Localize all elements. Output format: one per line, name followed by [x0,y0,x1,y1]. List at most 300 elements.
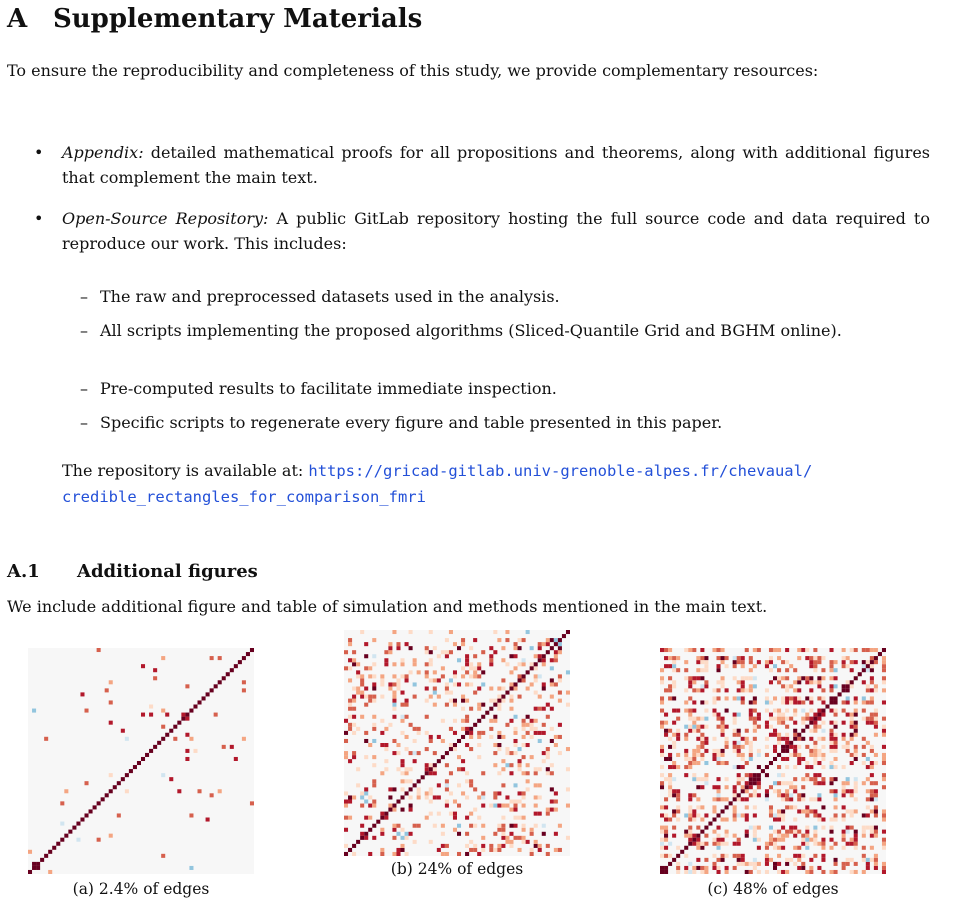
matrix-cell [405,779,409,783]
matrix-cell [721,660,725,664]
matrix-cell [185,749,189,753]
matrix-cell [757,846,761,850]
matrix-cell [765,700,769,704]
matrix-cell [441,666,445,670]
matrix-cell [882,745,886,749]
matrix-cell [733,834,737,838]
matrix-cell [441,832,445,836]
matrix-cell [866,684,870,688]
matrix-cell [469,646,473,650]
matrix-cell [554,654,558,658]
matrix-cell [733,745,737,749]
matrix-cell [769,656,773,660]
matrix-cell [684,733,688,737]
matrix-cell [834,749,838,753]
matrix-cell [153,676,157,680]
matrix-cell [834,684,838,688]
matrix-cell [882,757,886,761]
matrix-cell [834,733,838,737]
matrix-cell [870,700,874,704]
matrix-cell [522,735,526,739]
matrix-cell [813,773,817,777]
matrix-cell [749,826,753,830]
matrix-cell [85,781,89,785]
matrix-cell [805,805,809,809]
matrix-cell [834,741,838,745]
matrix-cell [813,761,817,765]
subsection-heading [7,561,258,582]
matrix-cell [501,759,505,763]
matrix-cell [441,824,445,828]
matrix-diagonal-cell [830,700,834,704]
matrix-cell [809,858,813,862]
matrix-cell [493,630,497,634]
matrix-cell [413,739,417,743]
matrix-cell [789,696,793,700]
matrix-cell [692,648,696,652]
matrix-cell [688,813,692,817]
matrix-cell [449,743,453,747]
matrix-cell [830,870,834,874]
matrix-cell [749,713,753,717]
matrix-diagonal-cell [493,703,497,707]
matrix-cell [809,737,813,741]
matrix-cell [497,771,501,775]
matrix-diagonal-cell [409,787,413,791]
matrix-cell [882,838,886,842]
matrix-cell [530,735,534,739]
matrix-cell [352,723,356,727]
matrix-cell [842,793,846,797]
matrix-cell [433,824,437,828]
matrix-cell [700,648,704,652]
repository-link-continued[interactable]: credible_rectangles_for_comparison_fmri [62,488,426,506]
matrix-cell [566,747,570,751]
matrix-cell [793,700,797,704]
matrix-diagonal-cell [461,735,465,739]
matrix-diagonal-cell [44,854,48,858]
matrix-cell [542,824,546,828]
matrix-cell [497,731,501,735]
matrix-cell [518,767,522,771]
matrix-cell [737,745,741,749]
matrix-cell [542,662,546,666]
matrix-cell [717,789,721,793]
bullet-text: detailed mathematical proofs for all propositions and theorems, along with additional figures that complement the main text. [62,143,930,187]
matrix-cell [749,793,753,797]
matrix-cell [453,674,457,678]
matrix-cell [497,824,501,828]
matrix-cell [676,765,680,769]
matrix-cell [364,695,368,699]
repository-link[interactable]: https://gricad-gitlab.univ-grenoble-alpes.fr/chevaual/ [308,462,813,480]
matrix-cell [453,699,457,703]
matrix-cell [757,717,761,721]
matrix-cell [862,709,866,713]
matrix-cell [850,793,854,797]
matrix-cell [449,791,453,795]
matrix-cell [348,759,352,763]
matrix-diagonal-cell [737,793,741,797]
matrix-cell [554,743,558,747]
matrix-cell [712,862,716,866]
matrix-cell [509,695,513,699]
matrix-cell [777,648,781,652]
matrix-cell [660,753,664,757]
matrix-cell [725,818,729,822]
matrix-cell [429,650,433,654]
matrix-cell [777,713,781,717]
matrix-cell [554,848,558,852]
matrix-cell [481,771,485,775]
matrix-diagonal-cell [185,713,189,717]
matrix-cell [781,700,785,704]
matrix-cell [721,733,725,737]
matrix-cell [809,696,813,700]
matrix-diagonal-cell [40,858,44,862]
matrix-cell [704,781,708,785]
matrix-cell [753,676,757,680]
matrix-cell [854,789,858,793]
matrix-cell [364,687,368,691]
matrix-cell [477,731,481,735]
matrix-cell [733,656,737,660]
matrix-diagonal-cell [546,650,550,654]
matrix-cell [870,721,874,725]
matrix-cell [834,805,838,809]
matrix-cell [684,660,688,664]
matrix-cell [501,658,505,662]
matrix-cell [364,816,368,820]
matrix-diagonal-cell [437,759,441,763]
matrix-diagonal-cell [405,791,409,795]
matrix-cell [348,699,352,703]
matrix-cell [777,781,781,785]
matrix-cell [372,715,376,719]
matrix-cell [401,848,405,852]
matrix-cell [805,717,809,721]
matrix-diagonal-cell [477,719,481,723]
matrix-cell [741,660,745,664]
matrix-cell [704,866,708,870]
matrix-cell [493,848,497,852]
matrix-diagonal-cell [870,660,874,664]
matrix-diagonal-cell [413,783,417,787]
matrix-cell [676,668,680,672]
matrix-cell [465,658,469,662]
matrix-cell [793,721,797,725]
matrix-cell [672,813,676,817]
matrix-cell [765,737,769,741]
matrix-cell [842,745,846,749]
matrix-cell [85,709,89,713]
matrix-cell [469,662,473,666]
matrix-cell [830,789,834,793]
matrix-cell [688,834,692,838]
matrix-cell [360,695,364,699]
matrix-diagonal-cell [805,725,809,729]
matrix-cell [842,805,846,809]
matrix-cell [874,813,878,817]
matrix-cell [854,777,858,781]
matrix-diagonal-cell [489,707,493,711]
matrix-cell [688,684,692,688]
matrix-cell [405,674,409,678]
matrix-cell [765,789,769,793]
matrix-cell [546,808,550,812]
matrix-cell [809,866,813,870]
matrix-cell [676,729,680,733]
matrix-cell [781,696,785,700]
matrix-cell [514,739,518,743]
matrix-cell [854,721,858,725]
matrix-cell [846,826,850,830]
matrix-cell [372,763,376,767]
matrix-cell [781,676,785,680]
matrix-cell [862,648,866,652]
matrix-cell [870,656,874,660]
matrix-cell [696,656,700,660]
matrix-cell [433,795,437,799]
matrix-cell [684,700,688,704]
matrix-cell [809,688,813,692]
matrix-cell [461,642,465,646]
matrix-cell [753,866,757,870]
bullet-text: A public GitLab repository hosting the full source code and data required to reproduce our work. This includes: [62,209,930,253]
matrix-cell [733,793,737,797]
matrix-cell [417,787,421,791]
matrix-cell [461,707,465,711]
matrix-cell [712,809,716,813]
matrix-cell [830,648,834,652]
matrix-diagonal-cell [36,862,40,866]
matrix-cell [801,793,805,797]
matrix-cell [777,737,781,741]
matrix-cell [874,866,878,870]
matrix-cell [704,813,708,817]
matrix-cell [542,658,546,662]
matrix-diagonal-cell [89,809,93,813]
matrix-cell [785,781,789,785]
matrix-cell [801,809,805,813]
matrix-cell [429,763,433,767]
matrix-cell [481,670,485,674]
matrix-cell [793,729,797,733]
matrix-cell [534,844,538,848]
matrix-cell [874,858,878,862]
matrix-cell [785,749,789,753]
matrix-cell [109,721,113,725]
matrix-cell [842,684,846,688]
matrix-cell [550,771,554,775]
matrix-cell [522,719,526,723]
matrix-cell [477,795,481,799]
matrix-cell [801,717,805,721]
matrix-cell [870,648,874,652]
matrix-cell [813,842,817,846]
matrix-cell [866,826,870,830]
matrix-cell [781,846,785,850]
matrix-cell [348,727,352,731]
matrix-cell [773,830,777,834]
matrix-cell [360,678,364,682]
matrix-cell [405,699,409,703]
matrix-cell [493,719,497,723]
matrix-cell [453,719,457,723]
matrix-cell [392,828,396,832]
matrix-cell [712,830,716,834]
matrix-cell [372,654,376,658]
matrix-diagonal-cell [230,668,234,672]
matrix-cell [684,737,688,741]
matrix-cell [534,804,538,808]
matrix-cell [429,662,433,666]
matrix-cell [882,753,886,757]
matrix-cell [882,660,886,664]
matrix-cell [409,767,413,771]
matrix-cell [882,761,886,765]
matrix-cell [477,687,481,691]
matrix-cell [813,797,817,801]
matrix-cell [717,688,721,692]
matrix-cell [801,797,805,801]
matrix-diagonal-cell [189,709,193,713]
matrix-cell [817,797,821,801]
matrix-c-svg [660,648,886,874]
matrix-cell [668,676,672,680]
matrix-cell [457,852,461,856]
matrix-cell [413,727,417,731]
matrix-cell [514,804,518,808]
matrix-cell [401,715,405,719]
matrix-cell [700,866,704,870]
matrix-cell [388,646,392,650]
matrix-cell [526,771,530,775]
matrix-cell [793,777,797,781]
matrix-cell [676,733,680,737]
matrix-cell [534,771,538,775]
matrix-cell [473,674,477,678]
matrix-diagonal-cell [749,781,753,785]
matrix-cell [522,828,526,832]
matrix-cell [717,826,721,830]
matrix-cell [526,743,530,747]
matrix-cell [526,630,530,634]
matrix-diagonal-cell [117,781,121,785]
matrix-diagonal-cell [368,828,372,832]
matrix-cell [505,751,509,755]
matrix-cell [477,703,481,707]
matrix-cell [388,682,392,686]
matrix-cell [425,674,429,678]
matrix-cell [704,761,708,765]
matrix-cell [505,804,509,808]
matrix-cell [717,846,721,850]
matrix-cell [684,773,688,777]
matrix-cell [514,654,518,658]
matrix-diagonal-cell [238,660,242,664]
matrix-cell [97,838,101,842]
matrix-cell [372,723,376,727]
matrix-cell [465,771,469,775]
matrix-cell [473,666,477,670]
matrix-cell [48,870,52,874]
matrix-cell [668,789,672,793]
matrix-cell [850,660,854,664]
matrix-cell [777,656,781,660]
matrix-cell [793,668,797,672]
matrix-cell [712,688,716,692]
matrix-cell [813,745,817,749]
matrix-cell [717,680,721,684]
matrix-cell [773,813,777,817]
matrix-cell [704,717,708,721]
matrix-cell [692,680,696,684]
matrix-cell [773,846,777,850]
matrix-diagonal-cell [530,666,534,670]
matrix-cell [489,719,493,723]
matrix-cell [688,725,692,729]
matrix-cell [692,773,696,777]
matrix-cell [870,765,874,769]
matrix-cell [846,858,850,862]
matrix-cell [368,674,372,678]
matrix-diagonal-cell [356,840,360,844]
matrix-cell [530,723,534,727]
matrix-cell [769,680,773,684]
matrix-cell [793,805,797,809]
matrix-cell [813,854,817,858]
matrix-diagonal-cell [809,721,813,725]
matrix-cell [481,703,485,707]
matrix-cell [445,654,449,658]
matrix-diagonal-cell [550,646,554,650]
matrix-cell [745,676,749,680]
figures-intro: We include additional figure and table of simulation and methods mentioned in the main text. [7,597,768,616]
matrix-cell [692,793,696,797]
matrix-cell [874,797,878,801]
matrix-cell [797,830,801,834]
matrix-cell [805,838,809,842]
matrix-cell [672,668,676,672]
matrix-cell [725,656,729,660]
matrix-cell [161,709,165,713]
matrix-diagonal-cell [793,737,797,741]
matrix-cell [777,862,781,866]
matrix-cell [797,797,801,801]
matrix-cell [745,789,749,793]
matrix-cell [753,696,757,700]
matrix-cell [417,795,421,799]
matrix-cell [161,773,165,777]
matrix-cell [405,735,409,739]
matrix-cell [696,838,700,842]
matrix-cell [813,781,817,785]
matrix-diagonal-cell [692,838,696,842]
matrix-cell [501,816,505,820]
matrix-cell [850,842,854,846]
matrix-cell [777,721,781,725]
matrix-cell [688,696,692,700]
matrix-cell [554,638,558,642]
matrix-cell [542,751,546,755]
matrix-cell [801,785,805,789]
matrix-cell [765,725,769,729]
bullet-term: Open-Source Repository: [62,209,269,228]
matrix-cell [538,642,542,646]
matrix-cell [477,662,481,666]
matrix-cell [522,791,526,795]
